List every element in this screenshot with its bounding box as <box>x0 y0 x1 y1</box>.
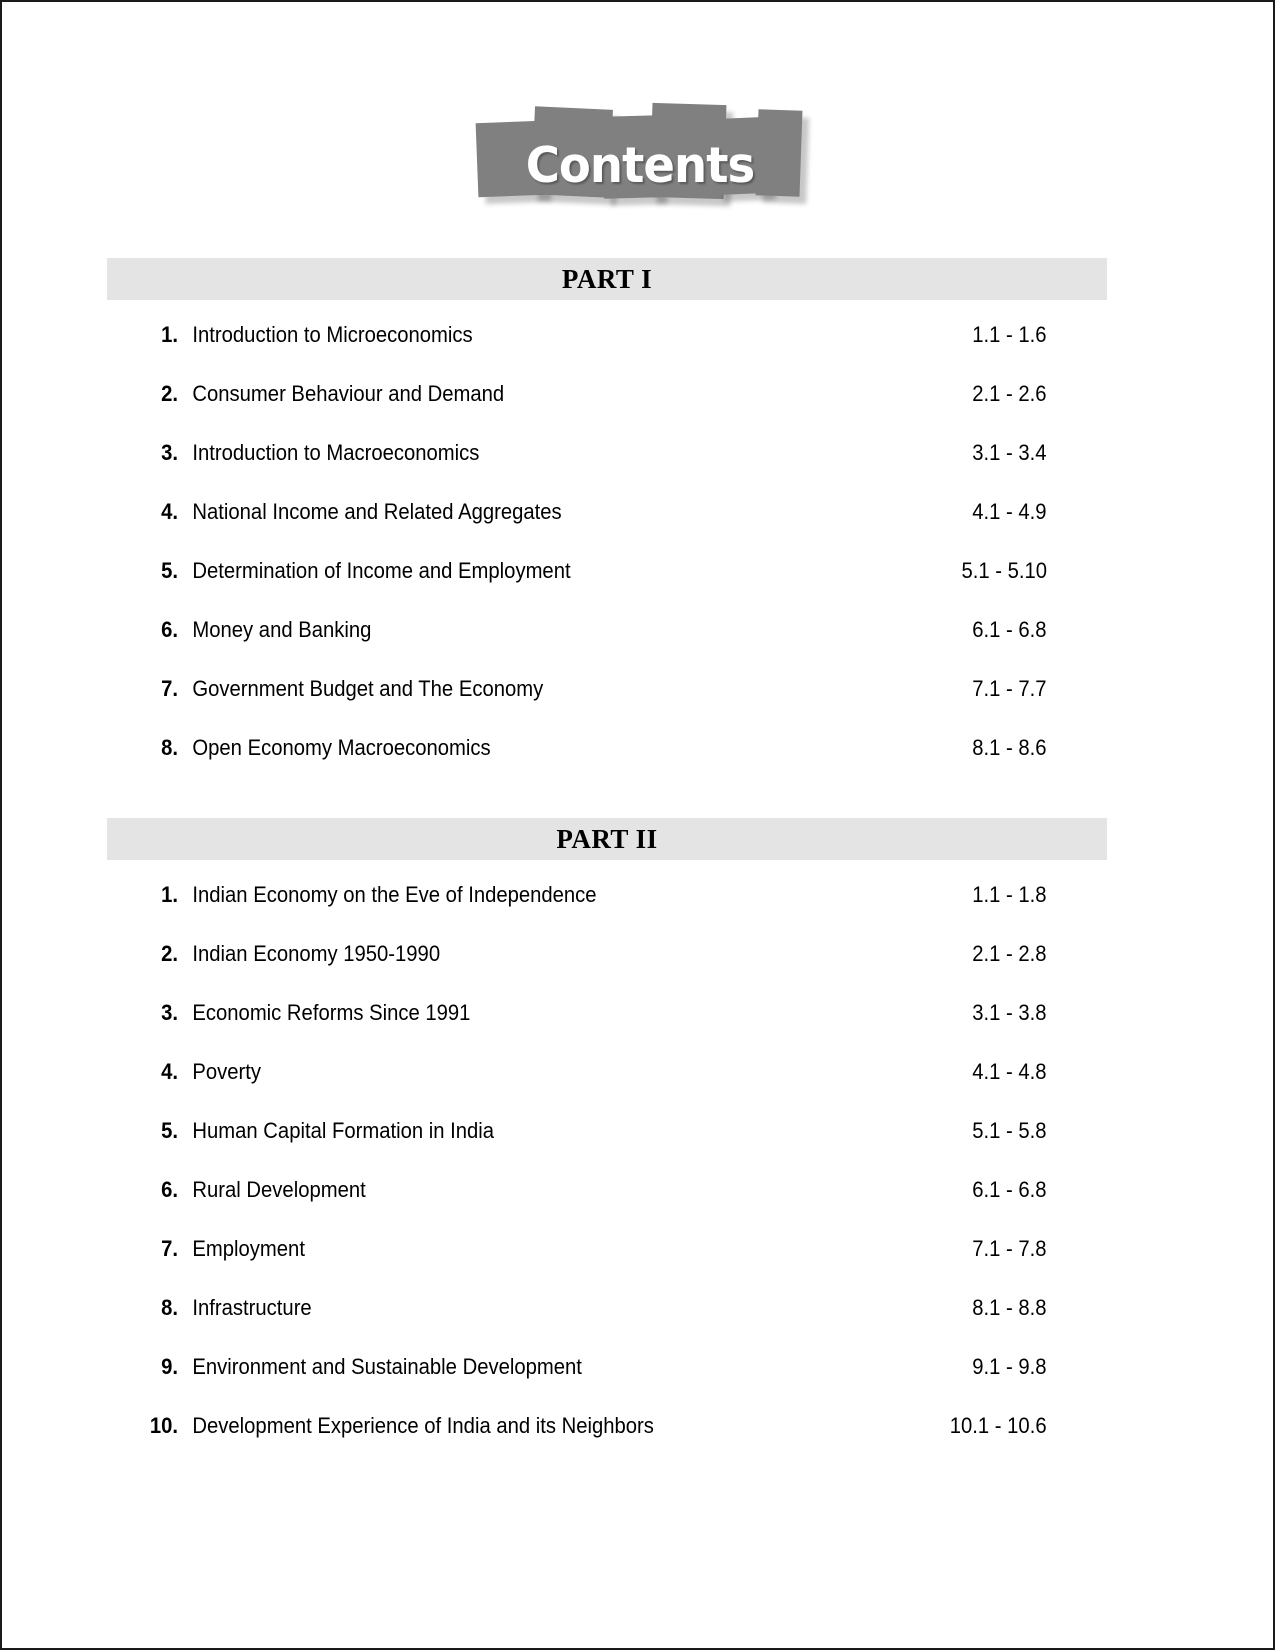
entry-pages: 1.1 - 1.8 <box>972 882 1047 907</box>
toc-entry[interactable] <box>107 1059 1107 1118</box>
toc-entry[interactable] <box>107 1295 1107 1354</box>
toc-entry[interactable] <box>107 1354 1107 1413</box>
toc-entry[interactable] <box>107 1177 1107 1236</box>
entry-pages: 4.1 - 4.8 <box>972 1059 1047 1084</box>
toc-entry[interactable] <box>107 1413 1107 1472</box>
entry-number: 10. <box>149 1413 178 1438</box>
entry-title: Consumer Behaviour and Demand <box>192 381 505 406</box>
toc-entry[interactable] <box>107 1236 1107 1295</box>
entry-pages: 2.1 - 2.8 <box>972 941 1047 966</box>
spacer <box>107 300 1107 322</box>
entry-number: 7. <box>161 676 178 701</box>
entry-pages: 3.1 - 3.4 <box>972 440 1047 465</box>
entry-number: 5. <box>161 1118 178 1143</box>
entry-number: 2. <box>161 941 178 966</box>
entry-pages: 5.1 - 5.8 <box>972 1118 1047 1143</box>
part-heading-1: PART I <box>107 258 1107 300</box>
entry-number: 3. <box>161 440 178 465</box>
entry-title: Introduction to Macroeconomics <box>192 440 480 465</box>
contents-title-banner <box>2 100 1275 230</box>
toc-entry[interactable] <box>107 1000 1107 1059</box>
entry-number: 4. <box>161 1059 178 1084</box>
entry-title: Indian Economy on the Eve of Independence <box>192 882 597 907</box>
entry-title: Infrastructure <box>192 1295 312 1320</box>
entry-number: 6. <box>161 617 178 642</box>
entry-title: Economic Reforms Since 1991 <box>192 1000 471 1025</box>
entry-title: Determination of Income and Employment <box>192 558 571 583</box>
entry-number: 5. <box>161 558 178 583</box>
entry-title: Rural Development <box>192 1177 366 1202</box>
entry-title: Employment <box>192 1236 305 1261</box>
entry-pages: 2.1 - 2.6 <box>972 381 1047 406</box>
entry-title: Development Experience of India and its Neighbors <box>192 1413 654 1438</box>
toc-entry[interactable] <box>107 882 1107 941</box>
toc-entry[interactable] <box>107 499 1107 558</box>
entry-title: Government Budget and The Economy <box>192 676 544 701</box>
toc-entry[interactable] <box>107 1118 1107 1177</box>
toc-entry[interactable] <box>107 381 1107 440</box>
entry-number: 8. <box>161 735 178 760</box>
entry-pages: 10.1 - 10.6 <box>950 1413 1047 1438</box>
entry-number: 3. <box>161 1000 178 1025</box>
banner-tile-stage <box>475 100 805 230</box>
toc-entry[interactable] <box>107 440 1107 499</box>
entry-title: Poverty <box>192 1059 262 1084</box>
entry-pages: 6.1 - 6.8 <box>972 617 1047 642</box>
entry-pages: 8.1 - 8.8 <box>972 1295 1047 1320</box>
toc-entry[interactable] <box>107 941 1107 1000</box>
toc-entry[interactable] <box>107 322 1107 381</box>
entry-title: Indian Economy 1950-1990 <box>192 941 441 966</box>
entry-pages: 7.1 - 7.7 <box>972 676 1047 701</box>
part-heading-2: PART II <box>107 818 1107 860</box>
spacer <box>107 794 1107 818</box>
spacer <box>107 860 1107 882</box>
part-2-entry-list <box>107 882 1107 1472</box>
entry-title: Introduction to Microeconomics <box>192 322 473 347</box>
entry-number: 1. <box>161 322 178 347</box>
entry-number: 2. <box>161 381 178 406</box>
page-title: Contents <box>525 136 754 194</box>
toc-entry[interactable] <box>107 735 1107 794</box>
entry-pages: 6.1 - 6.8 <box>972 1177 1047 1202</box>
entry-title: Open Economy Macroeconomics <box>192 735 491 760</box>
entry-title: Human Capital Formation in India <box>192 1118 495 1143</box>
entry-number: 6. <box>161 1177 178 1202</box>
entry-pages: 4.1 - 4.9 <box>972 499 1047 524</box>
part-1-entry-list <box>107 322 1107 794</box>
toc-entry[interactable] <box>107 558 1107 617</box>
entry-title: Money and Banking <box>192 617 372 642</box>
entry-title: National Income and Related Aggregates <box>192 499 562 524</box>
entry-pages: 1.1 - 1.6 <box>972 322 1047 347</box>
table-of-contents <box>107 258 1107 1472</box>
entry-pages: 8.1 - 8.6 <box>972 735 1047 760</box>
entry-number: 8. <box>161 1295 178 1320</box>
entry-pages: 5.1 - 5.10 <box>961 558 1047 583</box>
toc-entry[interactable] <box>107 676 1107 735</box>
entry-number: 9. <box>161 1354 178 1379</box>
entry-pages: 9.1 - 9.8 <box>972 1354 1047 1379</box>
entry-number: 7. <box>161 1236 178 1261</box>
entry-number: 4. <box>161 499 178 524</box>
entry-pages: 7.1 - 7.8 <box>972 1236 1047 1261</box>
entry-number: 1. <box>161 882 178 907</box>
toc-entry[interactable] <box>107 617 1107 676</box>
entry-title: Environment and Sustainable Development <box>192 1354 582 1379</box>
entry-pages: 3.1 - 3.8 <box>972 1000 1047 1025</box>
